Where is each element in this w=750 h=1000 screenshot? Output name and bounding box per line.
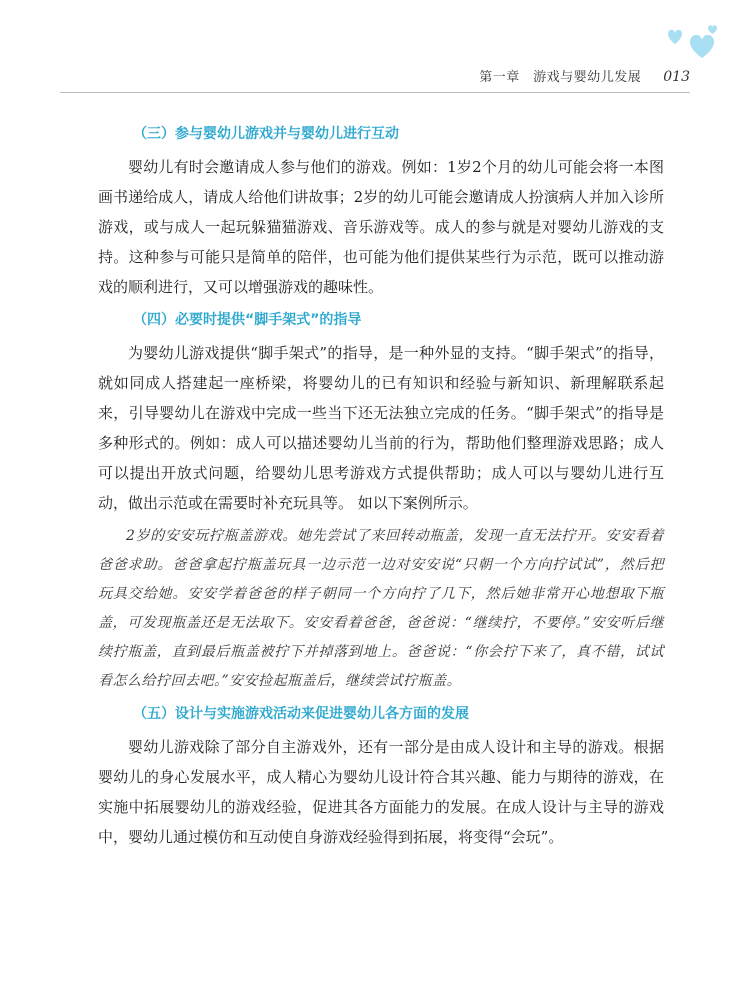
body-paragraph: 婴幼儿游戏除了部分自主游戏外，还有一部分是由成人设计和主导的游戏。根据婴幼儿的身心发展水平，成人精心为婴幼儿设计符合其兴趣、能力与期待的游戏，在实施中拓展婴幼儿的游戏经验，促进其各方面能力的发展。在成人设计与主导的游戏中，婴幼儿通过模仿和互动使自身游戏经验得到拓展，将变得“会玩”。 [98, 738, 664, 846]
chapter-title: 第一章 游戏与婴幼儿发展 [479, 70, 642, 85]
body-paragraph: 婴幼儿有时会邀请成人参与他们的游戏。例如：1岁2个月的幼儿可能会将一本图画书递给成人，请成人给他们讲故事；2岁的幼儿可能会邀请成人扮演病人并加入诊所游戏，或与成人一起玩躲猫猫游戏、音乐游戏等。成人的参与就是对婴幼儿游戏的支持。这种参与可能只是简单的陪伴，也可能为他们提供某些行为示范，既可以推动游戏的顺利进行，又可以增强游戏的趣味性。 [98, 158, 664, 296]
header-divider [60, 92, 690, 93]
running-header [130, 66, 690, 88]
body-paragraph: 为婴幼儿游戏提供“脚手架式”的指导，是一种外显的支持。“脚手架式”的指导，就如同成人搭建起一座桥梁，将婴幼儿的已有知识和经验与新知识、新理解联系起来，引导婴幼儿在游戏中完成一些当下还无法独立完成的任务。“脚手架式”的指导是多种形式的。例如：成人可以描述婴幼儿当前的行为，帮助他们整理游戏思路；成人可以提出开放式问题，给婴幼儿思考游戏方式提供帮助；成人可以与婴幼儿进行互动，做出示范或在需要时补充玩具等。 如以下案例所示。 [98, 344, 664, 512]
section-3 [98, 122, 664, 302]
section-5 [98, 702, 664, 852]
page-content [98, 122, 664, 858]
section-4 [98, 308, 664, 696]
case-example: 2岁的安安玩拧瓶盖游戏。她先尝试了来回转动瓶盖，发现一直无法拧开。安安看着爸爸求助。爸爸拿起拧瓶盖玩具一边示范一边对安安说“只朝一个方向拧试试”，然后把玩具交给她。安安学着爸爸的样子朝同一个方向拧了几下，然后她非常开心地想取下瓶盖，可发现瓶盖还是无法取下。安安看着爸爸，爸爸说：“继续拧，不要停。”安安听后继续拧瓶盖，直到最后瓶盖被拧下并掉落到地上。爸爸说：“你会拧下来了，真不错，试试看怎么给拧回去吧。”安安捡起瓶盖后，继续尝试拧瓶盖。 [98, 528, 664, 689]
section-heading: （四）必要时提供“脚手架式”的指导 [133, 312, 362, 328]
section-heading: （三）参与婴幼儿游戏并与婴幼儿进行互动 [133, 126, 399, 142]
section-heading: （五）设计与实施游戏活动来促进婴幼儿各方面的发展 [133, 706, 469, 722]
page-number: 013 [663, 69, 690, 85]
